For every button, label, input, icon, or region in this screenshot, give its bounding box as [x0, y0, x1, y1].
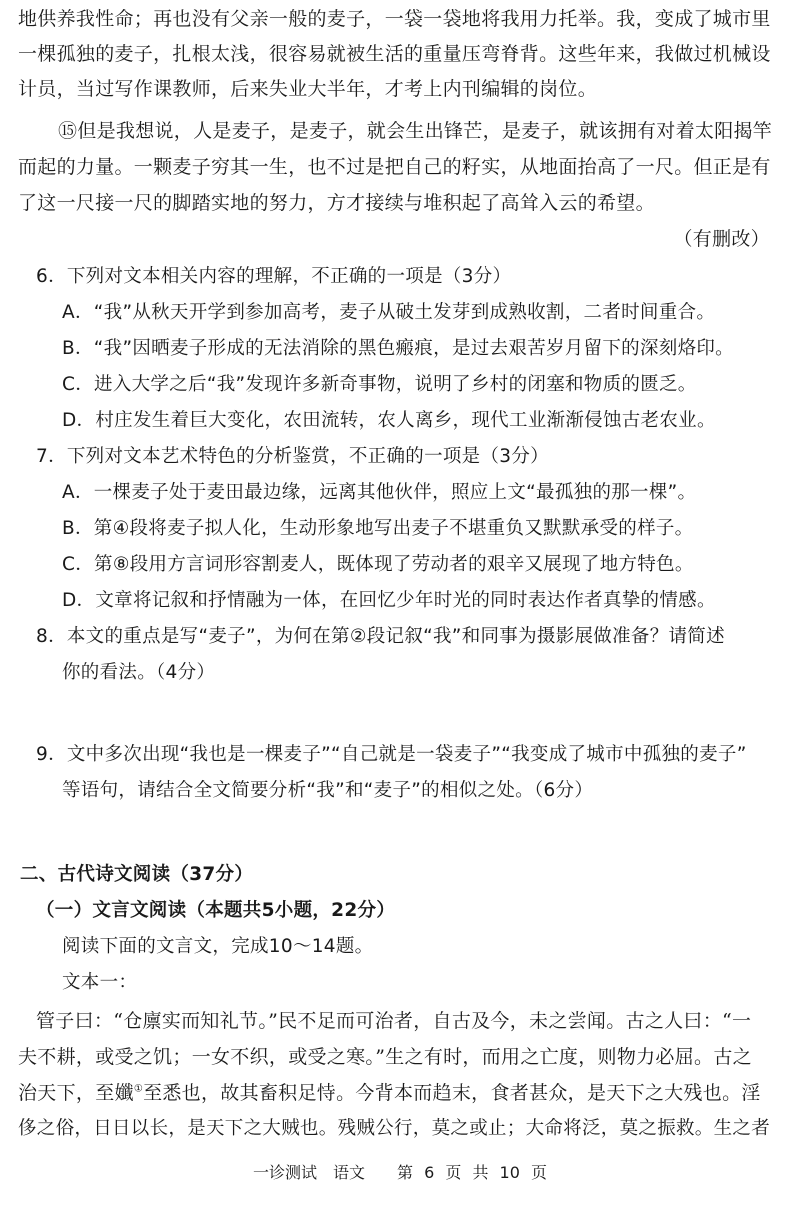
- question-6-option-c: C．进入大学之后“我”发现许多新奇事物，说明了乡村的闭塞和物质的匮乏。: [62, 374, 697, 395]
- page-footer: 一诊测试 语文 第 6 页 共 10 页: [253, 1163, 547, 1182]
- text-label: 文本一：: [62, 972, 138, 993]
- question-9-line: 9．文中多次出现“我也是一棵麦子”“自己就是一袋麦子”“我变成了城市中孤独的麦子”: [36, 744, 747, 765]
- instruction: 阅读下面的文言文，完成10～14题。: [62, 936, 374, 957]
- question-6-option-b: B．“我”因晒麦子形成的无法消除的黑色瘢痕，是过去艰苦岁月留下的深刻烙印。: [62, 338, 734, 359]
- question-7-stem: 7．下列对文本艺术特色的分析鉴赏，不正确的一项是（3分）: [36, 446, 549, 467]
- classical-text-line: [18, 1080, 761, 1106]
- classical-text-segment: 治天下，至孅: [18, 1082, 134, 1104]
- question-7-option-b: B．第④段将麦子拟人化，生动形象地写出麦子不堪重负又默默承受的样子。: [62, 518, 694, 539]
- passage-line: 而起的力量。一颗麦子穷其一生，也不过是把自己的籽实，从地面抬高了一尺。但正是有: [18, 156, 771, 178]
- passage-line: 地供养我性命；再也没有父亲一般的麦子，一袋一袋地将我用力托举。我，变成了城市里: [18, 8, 771, 30]
- passage-line: ⑮但是我想说，人是麦子，是麦子，就会生出锋芒，是麦子，就该拥有对着太阳揭竿: [58, 120, 773, 142]
- classical-text-segment: 至悉也，故其畜积足恃。今背本而趋末，食者甚众，是天下之大残也。淫: [143, 1082, 761, 1104]
- edit-note: （有删改）: [673, 228, 770, 250]
- passage-line: 了这一尺接一尺的脚踏实地的努力，方才接续与堆积起了高耸入云的希望。: [18, 192, 655, 214]
- classical-text-line: 侈之俗，日日以长，是天下之大贼也。残贼公行，莫之或止；大命将泛，莫之振救。生之者: [18, 1118, 771, 1139]
- footnote-marker: ①: [133, 1083, 144, 1095]
- classical-text-line: 夫不耕，或受之饥；一女不织，或受之寒。”生之有时，而用之亡度，则物力必屈。古之: [18, 1046, 752, 1068]
- subsection-title: （一）文言文阅读（本题共5小题，22分）: [36, 900, 396, 921]
- question-9-line: 等语句，请结合全文简要分析“我”和“麦子”的相似之处。（6分）: [62, 780, 594, 801]
- question-7-option-c: C．第⑧段用方言词形容割麦人，既体现了劳动者的艰辛又展现了地方特色。: [62, 554, 694, 575]
- question-6-option-d: D．村庄发生着巨大变化，农田流转，农人离乡，现代工业渐渐侵蚀古老农业。: [62, 410, 716, 431]
- section-title: 二、古代诗文阅读（37分）: [20, 864, 254, 885]
- question-8-line: 你的看法。（4分）: [62, 662, 216, 683]
- question-6-option-a: A．“我”从秋天开学到参加高考，麦子从破土发芽到成熟收割，二者时间重合。: [62, 302, 716, 323]
- question-8-line: 8．本文的重点是写“麦子”，为何在第②段记叙“我”和同事为摄影展做准备？请简述: [36, 626, 725, 647]
- question-7-option-a: A．一棵麦子处于麦田最边缘，远离其他伙伴，照应上文“最孤独的那一棵”。: [62, 482, 697, 503]
- passage-line: 一棵孤独的麦子，扎根太浅，很容易就被生活的重量压弯脊背。这些年来，我做过机械设: [18, 43, 771, 65]
- question-6-stem: 6．下列对文本相关内容的理解，不正确的一项是（3分）: [36, 266, 512, 287]
- question-7-option-d: D．文章将记叙和抒情融为一体，在回忆少年时光的同时表达作者真挚的情感。: [62, 590, 716, 611]
- passage-line: 计员，当过写作课教师，后来失业大半年，才考上内刊编辑的岗位。: [18, 78, 598, 100]
- classical-text-line: 管子曰：“仓廪实而知礼节。”民不足而可治者，自古及今，未之尝闻。古之人曰：“一: [36, 1010, 752, 1032]
